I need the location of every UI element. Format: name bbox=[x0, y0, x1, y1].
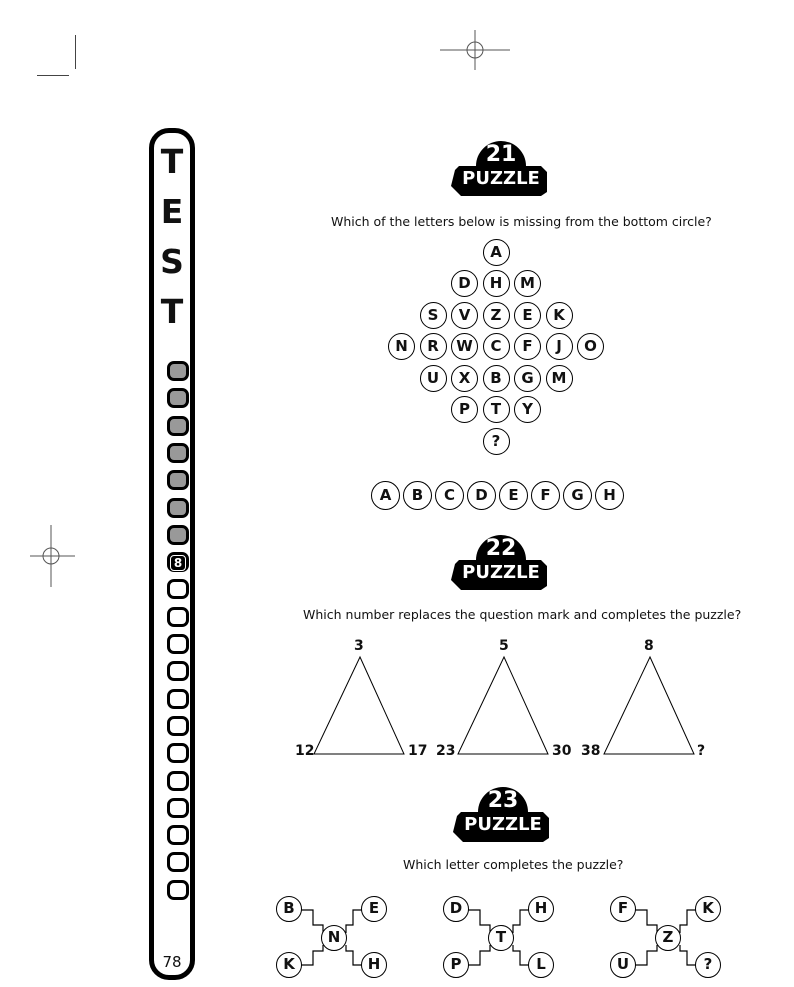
letter-circle: T bbox=[483, 396, 510, 423]
letter-circle-top-right: E bbox=[361, 896, 387, 922]
letter-circle-bottom-right: L bbox=[528, 952, 554, 978]
letter-circle-top-left: B bbox=[276, 896, 302, 922]
pending-test-box bbox=[167, 798, 189, 818]
completed-test-box bbox=[167, 498, 189, 518]
puzzle-label: PUZZLE bbox=[462, 562, 540, 583]
letter-circle: S bbox=[420, 302, 447, 329]
letter-circle: V bbox=[451, 302, 478, 329]
triangle-2 bbox=[458, 657, 548, 754]
puzzle-number: 23 bbox=[487, 788, 519, 813]
letter-circle: Y bbox=[514, 396, 541, 423]
letter-circle: F bbox=[514, 333, 541, 360]
completed-test-box bbox=[167, 416, 189, 436]
triangle-3-left: 38 bbox=[581, 743, 601, 759]
letter-circle: J bbox=[546, 333, 573, 360]
answer-option-f[interactable]: F bbox=[531, 481, 560, 510]
letter-circle: Z bbox=[483, 302, 510, 329]
letter-circle: C bbox=[483, 333, 510, 360]
missing-letter-circle-bottom-right: ? bbox=[695, 952, 721, 978]
letter-circle: W bbox=[451, 333, 478, 360]
letter-circle-bottom-right: H bbox=[361, 952, 387, 978]
current-test-box: 8 bbox=[167, 552, 189, 572]
puzzle-22-question: Which number replaces the question mark and completes the puzzle? bbox=[303, 607, 742, 622]
puzzle-number: 22 bbox=[485, 536, 517, 561]
completed-test-box bbox=[167, 525, 189, 545]
triangle-3-top: 8 bbox=[644, 638, 654, 654]
answer-option-e[interactable]: E bbox=[499, 481, 528, 510]
pending-test-box bbox=[167, 661, 189, 681]
puzzle-23-badge bbox=[451, 782, 555, 842]
completed-test-box bbox=[167, 388, 189, 408]
answer-option-c[interactable]: C bbox=[435, 481, 464, 510]
letter-circle-bottom-left: K bbox=[276, 952, 302, 978]
triangle-1-top: 3 bbox=[354, 638, 364, 654]
letter-circle: X bbox=[451, 365, 478, 392]
triangle-1-left: 12 bbox=[295, 743, 315, 759]
sidebar-title-letter: S bbox=[160, 242, 184, 281]
missing-letter-circle: ? bbox=[483, 428, 510, 455]
triangle-3 bbox=[604, 657, 694, 754]
puzzle-21-badge bbox=[449, 136, 553, 196]
letter-circle-center: N bbox=[321, 925, 347, 951]
letter-circle: P bbox=[451, 396, 478, 423]
pending-test-box bbox=[167, 607, 189, 627]
letter-circle: R bbox=[420, 333, 447, 360]
pending-test-box bbox=[167, 743, 189, 763]
registration-mark-left bbox=[30, 525, 75, 590]
triangle-1 bbox=[314, 657, 404, 754]
page-number: 78 bbox=[162, 953, 182, 971]
pending-test-box bbox=[167, 880, 189, 900]
letter-circle-center: T bbox=[488, 925, 514, 951]
letter-circle: O bbox=[577, 333, 604, 360]
answer-option-h[interactable]: H bbox=[595, 481, 624, 510]
puzzle-23-question: Which letter completes the puzzle? bbox=[403, 857, 624, 872]
answer-option-g[interactable]: G bbox=[563, 481, 592, 510]
test-sidebar bbox=[149, 128, 195, 980]
pending-test-box bbox=[167, 689, 189, 709]
letter-circle: G bbox=[514, 365, 541, 392]
triangle-2-left: 23 bbox=[436, 743, 456, 759]
puzzle-21-question: Which of the letters below is missing from the bottom circle? bbox=[331, 214, 712, 229]
puzzle-label: PUZZLE bbox=[464, 814, 542, 835]
answer-option-b[interactable]: B bbox=[403, 481, 432, 510]
triangles-figure bbox=[280, 635, 720, 765]
completed-test-box bbox=[167, 470, 189, 490]
sidebar-title-letter: T bbox=[160, 292, 184, 331]
crop-mark bbox=[75, 35, 76, 69]
letter-circle-top-right: K bbox=[695, 896, 721, 922]
pending-test-box bbox=[167, 716, 189, 736]
puzzle-22-badge bbox=[449, 530, 553, 590]
puzzle-label: PUZZLE bbox=[462, 168, 540, 189]
letter-circle: N bbox=[388, 333, 415, 360]
triangle-2-top: 5 bbox=[499, 638, 509, 654]
letter-circle: M bbox=[546, 365, 573, 392]
letter-circle-top-left: F bbox=[610, 896, 636, 922]
letter-circle: B bbox=[483, 365, 510, 392]
letter-circle: U bbox=[420, 365, 447, 392]
letter-circle-center: Z bbox=[655, 925, 681, 951]
triangle-3-right: ? bbox=[697, 743, 706, 759]
letter-circle: D bbox=[451, 270, 478, 297]
puzzle-number: 21 bbox=[485, 142, 517, 167]
sidebar-title-letter: T bbox=[160, 142, 184, 181]
letter-circle-bottom-left: U bbox=[610, 952, 636, 978]
letter-circle: A bbox=[483, 239, 510, 266]
triangle-1-right: 17 bbox=[408, 743, 428, 759]
triangle-2-right: 30 bbox=[552, 743, 572, 759]
completed-test-box bbox=[167, 443, 189, 463]
registration-mark-top bbox=[440, 30, 510, 75]
letter-circle: H bbox=[483, 270, 510, 297]
letter-circle: M bbox=[514, 270, 541, 297]
completed-test-box bbox=[167, 361, 189, 381]
sidebar-title-letter: E bbox=[160, 192, 184, 231]
letter-circle: E bbox=[514, 302, 541, 329]
answer-option-a[interactable]: A bbox=[371, 481, 400, 510]
pending-test-box bbox=[167, 825, 189, 845]
letter-circle: K bbox=[546, 302, 573, 329]
crop-mark bbox=[37, 75, 69, 76]
letter-circle-top-right: H bbox=[528, 896, 554, 922]
answer-option-d[interactable]: D bbox=[467, 481, 496, 510]
pending-test-box bbox=[167, 852, 189, 872]
pending-test-box bbox=[167, 579, 189, 599]
pending-test-box bbox=[167, 771, 189, 791]
pending-test-box bbox=[167, 634, 189, 654]
letter-circle-bottom-left: P bbox=[443, 952, 469, 978]
letter-circle-top-left: D bbox=[443, 896, 469, 922]
